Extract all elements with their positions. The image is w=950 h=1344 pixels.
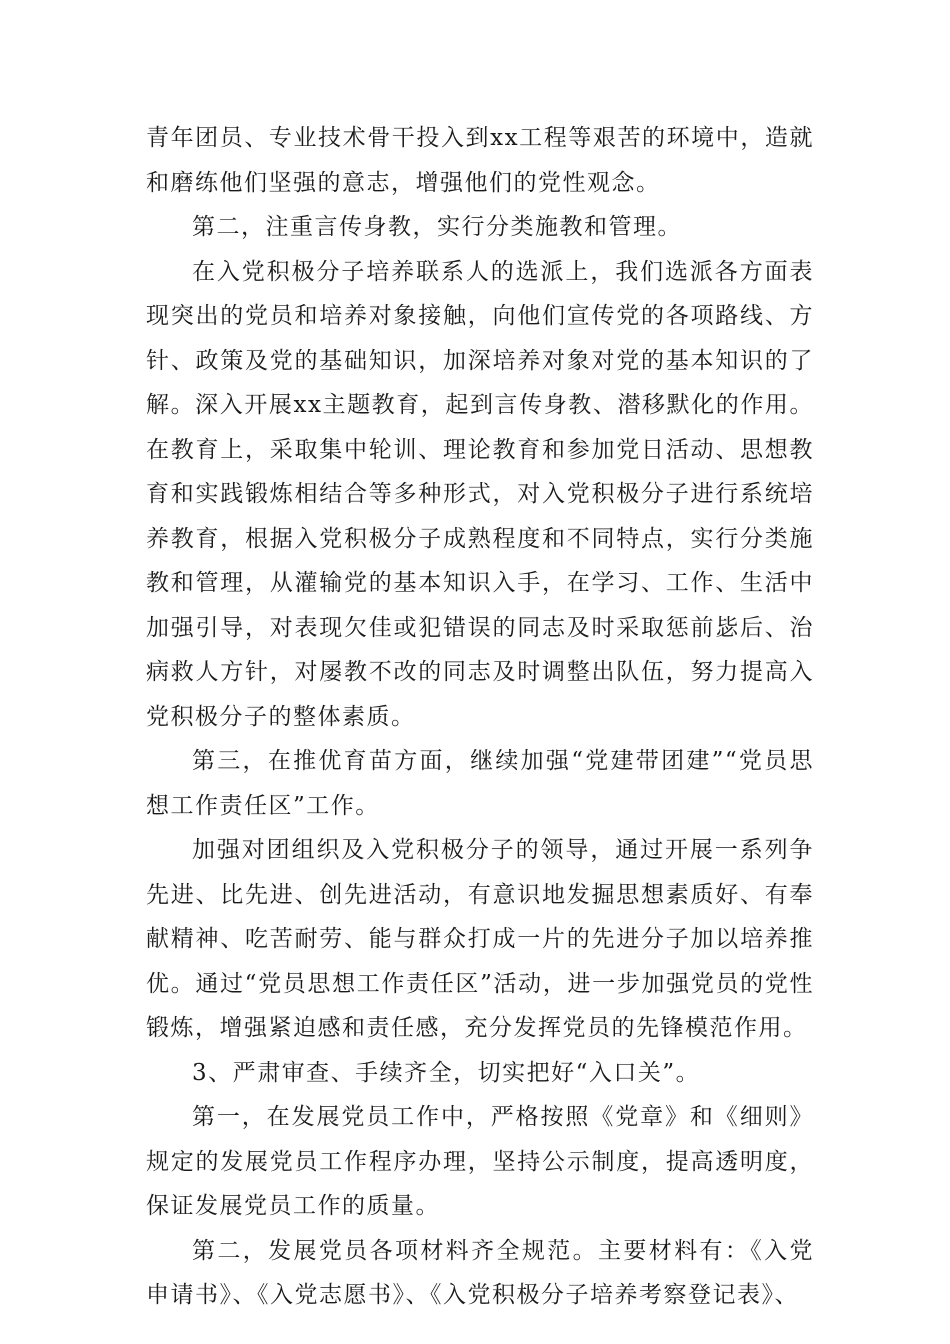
- paragraph-education-details: 在入党积极分子培养联系人的选派上，我们选派各方面表现突出的党员和培养对象接触，向他们宣传党的各项路线、方针、政策及党的基础知识，加深培养对象对党的基本知识的了解。深入开展xx主题教育，起到言传身教、潜移默化的作用。在教育上，采取集中轮训、理论教育和参加党日活动、思想教育和实践锻炼相结合等多种形式，对入党积极分子进行系统培养教育，根据入党积极分子成熟程度和不同特点，实行分类施教和管理，从灌输党的基本知识入手，在学习、工作、生活中加强引导，对表现欠佳或犯错误的同志及时采取惩前毖后、治病救人方针，对屡教不改的同志及时调整出队伍，努力提高入党积极分子的整体素质。: [146, 258, 814, 730]
- document-body: [146, 116, 814, 1318]
- section-heading-3: 3、严肃审查、手续齐全，切实把好“入口关”。: [192, 1059, 701, 1086]
- paragraph-second-point: 第二，注重言传身教，实行分类施教和管理。: [192, 214, 682, 240]
- paragraph-continuation: 青年团员、专业技术骨干投入到xx工程等艰苦的环境中，造就和磨练他们坚强的意志，增强他们的党性观念。: [146, 125, 814, 196]
- paragraph-materials: 第二，发展党员各项材料齐全规范。主要材料有：《入党申请书》、《入党志愿书》、《入党积极分子培养考察登记表》、: [146, 1237, 814, 1308]
- paragraph-leadership: 加强对团组织及入党积极分子的领导，通过开展一系列争先进、比先进、创先进活动，有意识地发掘思想素质好、有奉献精神、吃苦耐劳、能与群众打成一片的先进分子加以培养推优。通过“党员思想工作责任区”活动，进一步加强党员的党性锻炼，增强紧迫感和责任感，充分发挥党员的先锋模范作用。: [146, 837, 814, 1041]
- paragraph-procedure: 第一，在发展党员工作中，严格按照《党章》和《细则》规定的发展党员工作程序办理，坚持公示制度，提高透明度，保证发展党员工作的质量。: [146, 1104, 814, 1219]
- paragraph-third-point: 第三，在推优育苗方面，继续加强“党建带团建”“党员思想工作责任区”工作。: [146, 748, 814, 819]
